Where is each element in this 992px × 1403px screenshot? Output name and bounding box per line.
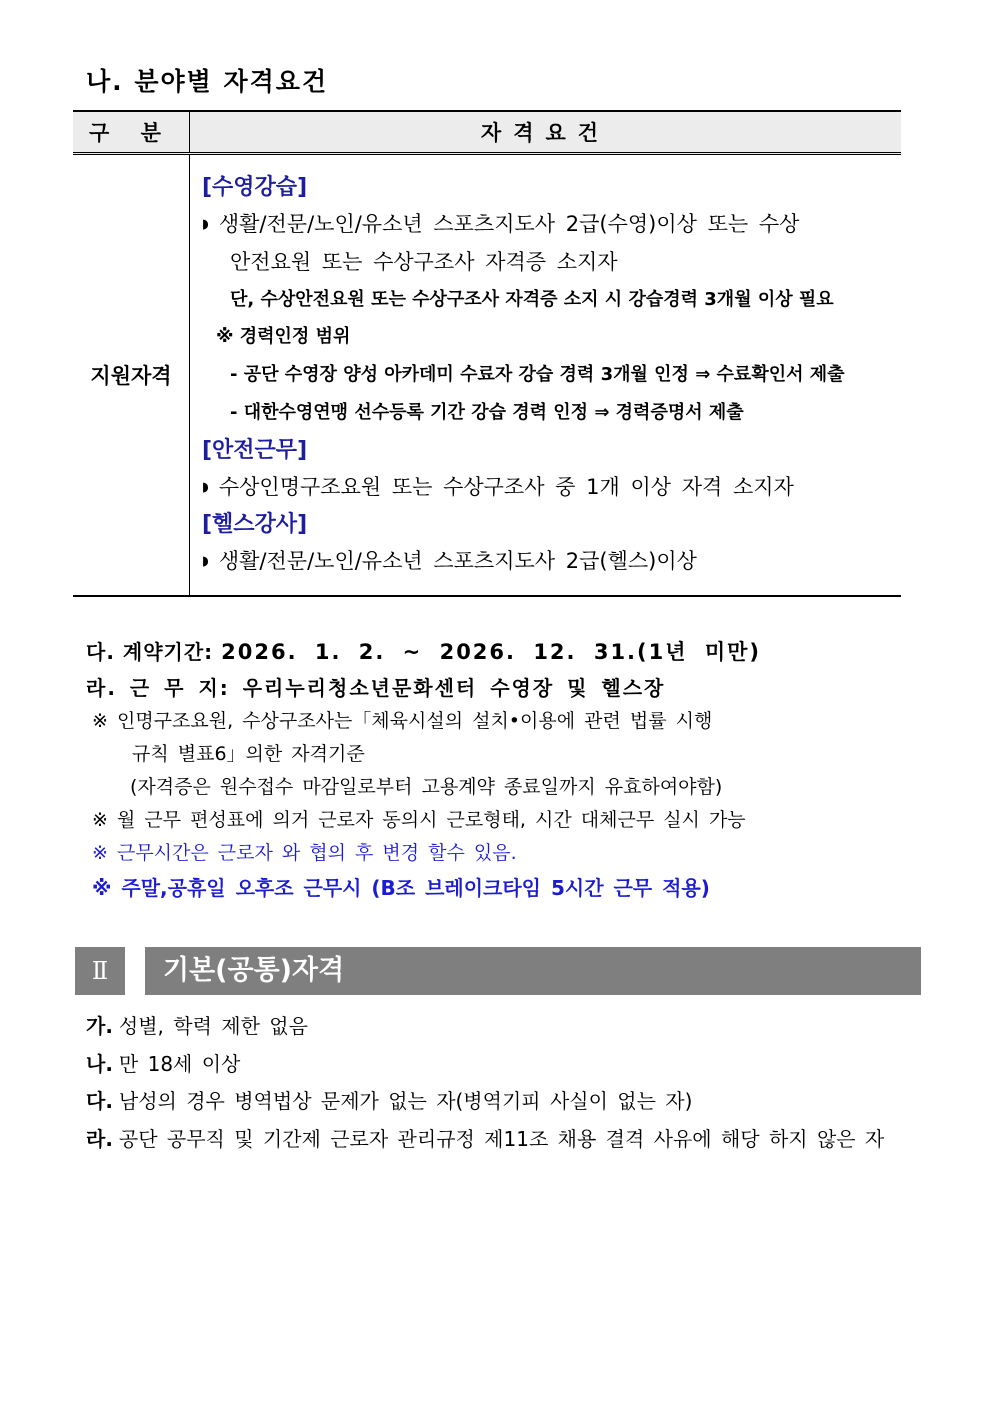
- section2-number: Ⅱ: [75, 947, 125, 995]
- notes-block: [92, 705, 746, 906]
- safety-heading: [안전근무]: [202, 438, 308, 463]
- contract-period: [86, 636, 761, 666]
- bullet-icon: ◗: [202, 480, 209, 495]
- swim-condition: 단, 수상안전요원 또는 수상구조사 자격증 소지 시 강습경력 3개월 이상 필요: [230, 289, 834, 310]
- safety-bullet: ◗ 수상인명구조요원 또는 수상구조사 중 1개 이상 자격 소지자: [202, 475, 794, 499]
- health-bullet: ◗ 생활/전문/노인/유소년 스포츠지도사 2급(헬스)이상: [202, 549, 697, 573]
- note-legal-line2: 규칙 별표6」의한 자격기준: [132, 743, 365, 765]
- note-shift: ※ 월 근무 편성표에 의거 근로자 동의시 근로형태, 시간 대체근무 실시 가능: [92, 809, 746, 831]
- section2-header: [75, 947, 921, 995]
- bullet-icon: ◗: [202, 554, 209, 569]
- list-item: 다. 남성의 경우 병역법상 문제가 없는 자(병역기피 사실이 없는 자): [86, 1089, 693, 1113]
- list-item: 라. 공단 공무직 및 기간제 근로자 관리규정 제11조 채용 결격 사유에 해당 하지 않은 자: [86, 1126, 885, 1151]
- list-item: 나. 만 18세 이상: [86, 1051, 241, 1076]
- basic-qualifications: [86, 1008, 884, 1158]
- note-legal-line3: (자격증은 원수접수 마감일로부터 고용계약 종료일까지 유효하여야함): [130, 776, 723, 798]
- contract-label: 다. 계약기간:: [86, 640, 214, 664]
- note-legal-line1: ※ 인명구조요원, 수상구조사는「체육시설의 설치•이용에 관련 법률 시행: [92, 710, 713, 732]
- table-header-category: 구 분: [73, 111, 190, 154]
- swim-bullet-line1: ◗ 생활/전문/노인/유소년 스포츠지도사 2급(수영)이상 또는 수상: [202, 212, 800, 236]
- section2-title: 기본(공통)자격: [145, 947, 921, 995]
- career-item-academy: - 공단 수영장 양성 아카데미 수료자 강습 경력 3개월 인정 ⇒ 수료확인서 제출: [230, 364, 845, 385]
- category-cell: 지원자격: [73, 154, 190, 597]
- career-item-federation: - 대한수영연맹 선수등록 기간 강습 경력 인정 ⇒ 경력증명서 제출: [230, 402, 744, 423]
- list-item: 가. 성별, 학력 제한 없음: [86, 1014, 308, 1038]
- note-weekend: ※ 주말,공휴일 오후조 근무시 (B조 브레이크타임 5시간 근무 적용): [92, 876, 710, 900]
- requirements-cell: [190, 154, 902, 597]
- note-hours: ※ 근무시간은 근로자 와 협의 후 변경 할수 있음.: [92, 842, 517, 864]
- swim-heading: [수영강습]: [202, 175, 308, 200]
- career-note: ※ 경력인정 범위: [216, 326, 351, 347]
- contract-dates: 2026. 1. 2. ~ 2026. 12. 31.(1년 미만): [221, 640, 762, 664]
- health-heading: [헬스강사]: [202, 512, 308, 537]
- workplace: 라. 근 무 지: 우리누리청소년문화센터 수영장 및 헬스장: [86, 676, 666, 700]
- qualification-table: [73, 110, 901, 597]
- swim-bullet-line2: 안전요원 또는 수상구조사 자격증 소지자: [230, 250, 618, 274]
- section-title: 나. 분야별 자격요건: [86, 67, 329, 96]
- table-row: [73, 154, 901, 597]
- bullet-icon: ◗: [202, 217, 209, 232]
- table-header-requirements: 자격요건: [190, 111, 902, 154]
